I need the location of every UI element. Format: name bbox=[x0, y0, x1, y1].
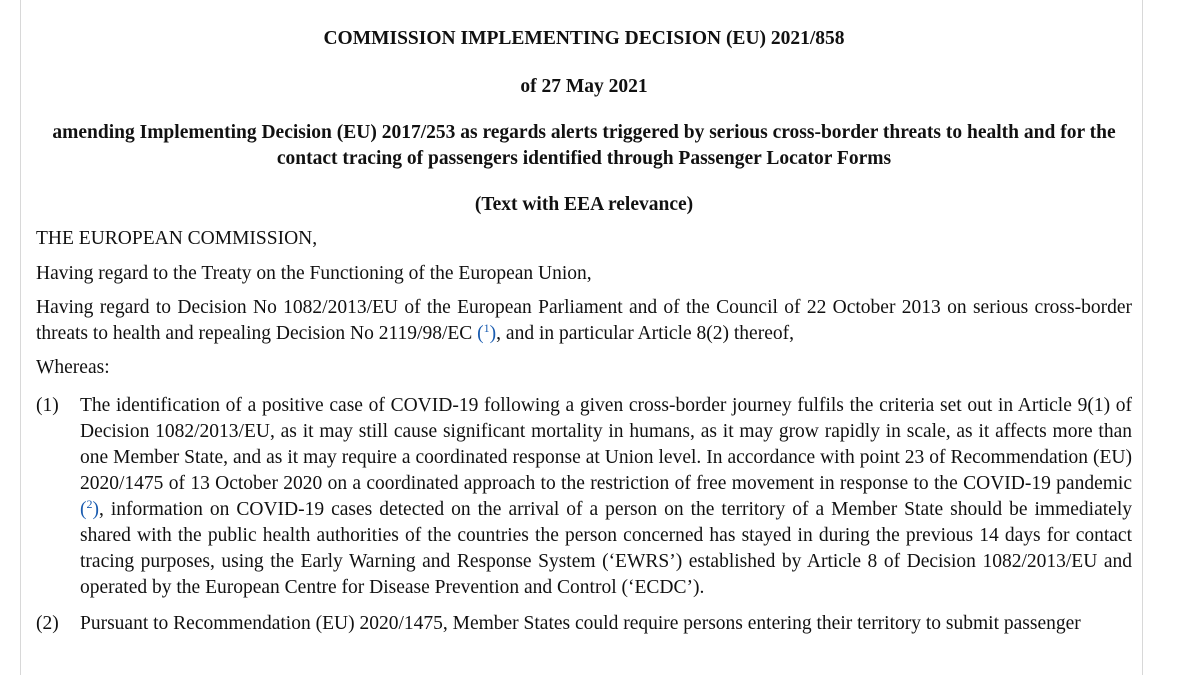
page-right-border bbox=[1142, 0, 1143, 675]
recital-text-part: The identification of a positive case of COVID-19 following a given cross-border journey fulfils the criteria set out in Article 9(1) of Decision 1082/2013/EU, as it may still cause significant mortality in humans, as it may grow rapidly in scale, as it affects more than one Member State, and as it may require a coordinated response at Union level. In accordance with point 23 of Recommendation (EU) 2020/1475 of 13 October 2020 on a coordinated approach to the restriction of free movement in response to the COVID-19 pandemic bbox=[80, 395, 1132, 494]
document-page bbox=[36, 0, 1132, 637]
footnote-link-1[interactable]: ($^1$) bbox=[477, 321, 497, 344]
recital-number: (2) bbox=[36, 613, 59, 634]
document-subtitle: amending Implementing Decision (EU) 2017/253 as regards alerts triggered by serious cross-border threats to health and for the contact tracing of passengers identified through Passenger Locator Forms bbox=[52, 122, 1116, 169]
footnote-number: 2 bbox=[86, 497, 93, 511]
preamble-decision-text-end: , and in particular Article 8(2) thereof, bbox=[496, 323, 794, 344]
recital-1 bbox=[36, 393, 1132, 601]
document-date: of 27 May 2021 bbox=[520, 76, 648, 97]
recital-2 bbox=[36, 611, 1132, 637]
recital-number: (1) bbox=[36, 395, 59, 416]
document-title: COMMISSION IMPLEMENTING DECISION (EU) 2021/858 bbox=[323, 28, 845, 49]
recital-text-part-end: , information on COVID-19 cases detected on the arrival of a person on the territory of a Member State should be immediately shared with the public health authorities of the countries the person concerned has stayed in during the previous 14 days for contact tracing purposes, using the Early Warning and Response System (‘EWRS’) established by Article 8 of Decision 1082/2013/EU and operated by the European Centre for Disease Prevention and Control (‘ECDC’). bbox=[80, 499, 1132, 598]
preamble-decision-text: Having regard to Decision No 1082/2013/EU of the European Parliament and of the Council of 22 October 2013 on serious cross-border threats to health and repealing Decision No 2119/98/EC bbox=[36, 297, 1132, 344]
preamble-decision bbox=[36, 295, 1132, 347]
preamble-treaty: Having regard to the Treaty on the Functioning of the European Union, bbox=[36, 263, 592, 284]
page-left-border bbox=[20, 0, 21, 675]
preamble-commission: THE EUROPEAN COMMISSION, bbox=[36, 228, 318, 249]
recital-text: Pursuant to Recommendation (EU) 2020/1475, Member States could require persons entering their territory to submit passenger bbox=[80, 613, 1081, 634]
preamble-whereas: Whereas: bbox=[36, 357, 110, 378]
footnote-number: 1 bbox=[483, 321, 490, 335]
recital-text bbox=[80, 393, 1132, 601]
footnote-link-2[interactable]: ($^2$) bbox=[80, 497, 99, 520]
eea-relevance-note: (Text with EEA relevance) bbox=[474, 194, 694, 215]
